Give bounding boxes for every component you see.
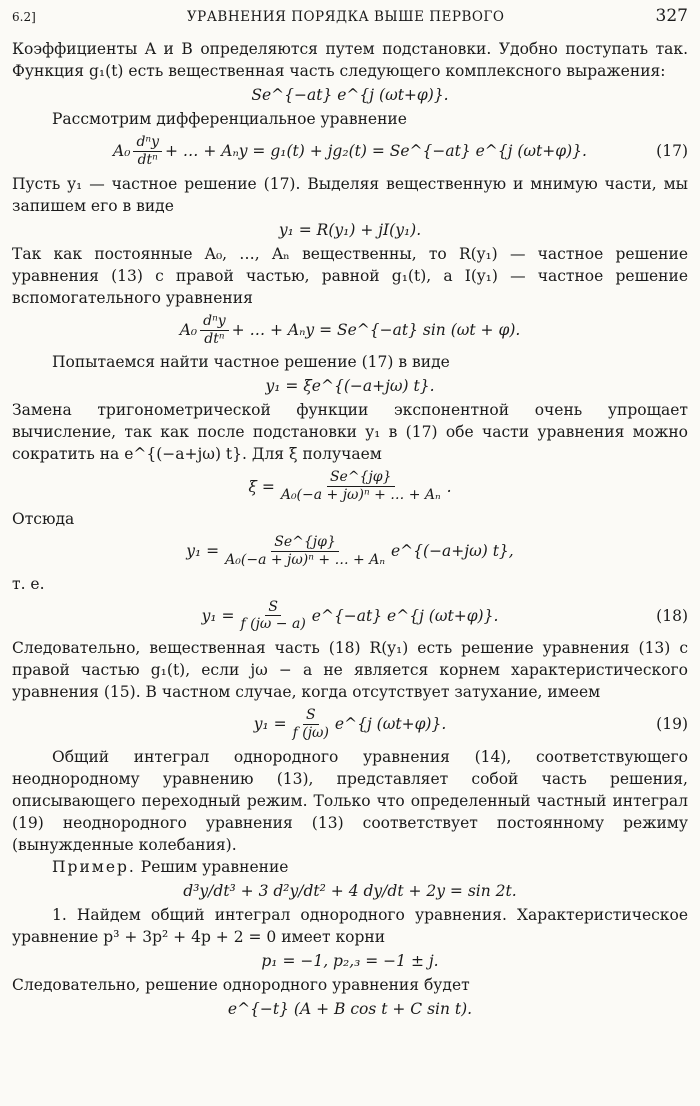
- eq19-denominator: f (jω): [292, 724, 329, 741]
- eq17-fraction: [133, 134, 162, 169]
- eq5-numerator: Se^{jφ}: [327, 469, 395, 487]
- eq19-tail: e^{j (ωt+φ)}.: [334, 715, 447, 734]
- equation-3: [12, 313, 688, 348]
- paragraph-1: Коэффициенты A и B определяются путем подстановки. Удобно поступать так. Функция g₁(t) есть вещественная часть следующего комплексного выражения:: [12, 40, 688, 81]
- eq5-fraction: [278, 469, 444, 504]
- paragraph-8: Общий интеграл однородного уравнения (14), соответствующего неоднородному уравнению (13), представляет собой часть решения, описывающего переходный режим. Только что определенный частный интеграл (19) неоднородного уравнения (13) соответствует постоянному режиму (вынужденные колебания).: [12, 747, 688, 854]
- eq3-coef: A₀: [179, 321, 198, 340]
- eq5-denominator: A₀(−a + jω)ⁿ + … + Aₙ: [280, 487, 441, 504]
- label-te: т. е.: [12, 574, 45, 593]
- equation-5: [12, 469, 688, 504]
- page-number: 327: [655, 6, 688, 26]
- equation-8: p₁ = −1, p₂,₃ = −1 ± j.: [261, 951, 439, 970]
- paragraph-9: [12, 856, 688, 878]
- paragraph-3: Пусть y₁ — частное решение (17). Выделяя вещественную и мнимую части, мы запишем его в виде: [12, 174, 688, 215]
- eq6-tail: e^{(−a+jω) t},: [391, 542, 514, 561]
- eq19-number: (19): [656, 715, 688, 734]
- eq17-numerator: dⁿy: [133, 134, 162, 152]
- eq3-fraction: [200, 313, 229, 348]
- paragraph-2: Рассмотрим дифференциальное уравнение: [52, 110, 407, 129]
- paragraph-10: 1. Найдем общий интеграл однородного уравнения. Характеристическое уравнение p³ + 3p² + 4p + 2 = 0 имеет корни: [12, 905, 688, 946]
- equation-6: [12, 534, 688, 569]
- paragraph-7: Следовательно, вещественная часть (18) R(y₁) есть решение уравнения (13) с правой частью g₁(t), если jω − a не является корнем характеристического уравнения (15). В частном случае, когда отсутствует затухание, имеем: [12, 639, 688, 702]
- eq17-rest: + … + Aₙy = g₁(t) + jg₂(t) = Se^{−at} e^{j (ωt+φ)}.: [165, 142, 587, 161]
- equation-9: e^{−t} (A + B cos t + C sin t).: [227, 999, 473, 1018]
- eq18-lhs: y₁ =: [201, 606, 235, 625]
- paragraph-4: Так как постоянные A₀, …, Aₙ вещественны, то R(y₁) — частное решение уравнения (13) с правой частью, равной g₁(t), а I(y₁) — частное решение вспомогательного уравнения: [12, 244, 688, 307]
- equation-2: y₁ = R(y₁) + jI(y₁).: [278, 220, 422, 239]
- equation-17: [12, 134, 688, 169]
- example-label: Пример.: [52, 857, 136, 876]
- eq3-denominator: dtⁿ: [204, 330, 225, 347]
- eq6-numerator: Se^{jφ}: [271, 534, 339, 552]
- eq3-numerator: dⁿy: [200, 313, 229, 331]
- equation-4: y₁ = ξe^{(−a+jω) t}.: [265, 377, 435, 396]
- eq5-lhs: ξ =: [248, 477, 275, 496]
- equation-19: [12, 707, 688, 742]
- equation-7: d³y/dt³ + 3 d²y/dt² + 4 dy/dt + 2y = sin 2t.: [183, 881, 517, 900]
- eq18-denominator: f (jω − a): [240, 616, 306, 633]
- eq18-tail: e^{−at} e^{j (ωt+φ)}.: [311, 606, 499, 625]
- section-number: 6.2]: [12, 10, 36, 24]
- paragraph-6: Замена тригонометрической функции экспонентной очень упрощает вычисление, так как после подстановки y₁ в (17) обе части уравнения можно сократить на e^{(−a+jω) t}. Для ξ получаем: [12, 401, 688, 464]
- eq6-lhs: y₁ =: [186, 542, 220, 561]
- eq17-number: (17): [656, 142, 688, 161]
- eq5-tail: .: [446, 477, 452, 496]
- eq19-lhs: y₁ =: [253, 715, 287, 734]
- label-otsyuda: Отсюда: [12, 509, 75, 528]
- eq6-denominator: A₀(−a + jω)ⁿ + … + Aₙ: [225, 551, 385, 568]
- paragraph-11: Следовательно, решение однородного уравнения будет: [12, 975, 470, 994]
- eq18-numerator: S: [265, 599, 281, 617]
- equation-1: Se^{−at} e^{j (ωt+φ)}.: [251, 86, 449, 105]
- page-header: [12, 4, 688, 28]
- eq3-rest: + … + Aₙy = Se^{−at} sin (ωt + φ).: [231, 321, 521, 340]
- eq17-coef: A₀: [113, 142, 131, 161]
- equation-18: [12, 599, 688, 634]
- example-text: Решим уравнение: [140, 857, 289, 876]
- eq6-fraction: [222, 534, 388, 569]
- eq18-fraction: [237, 599, 308, 634]
- running-title: УРАВНЕНИЯ ПОРЯДКА ВЫШЕ ПЕРВОГО: [186, 9, 505, 25]
- eq19-numerator: S: [303, 707, 319, 725]
- eq18-number: (18): [656, 606, 688, 625]
- paragraph-5: Попытаемся найти частное решение (17) в виде: [52, 353, 450, 372]
- eq19-fraction: [290, 707, 332, 742]
- eq17-denominator: dtⁿ: [137, 151, 158, 168]
